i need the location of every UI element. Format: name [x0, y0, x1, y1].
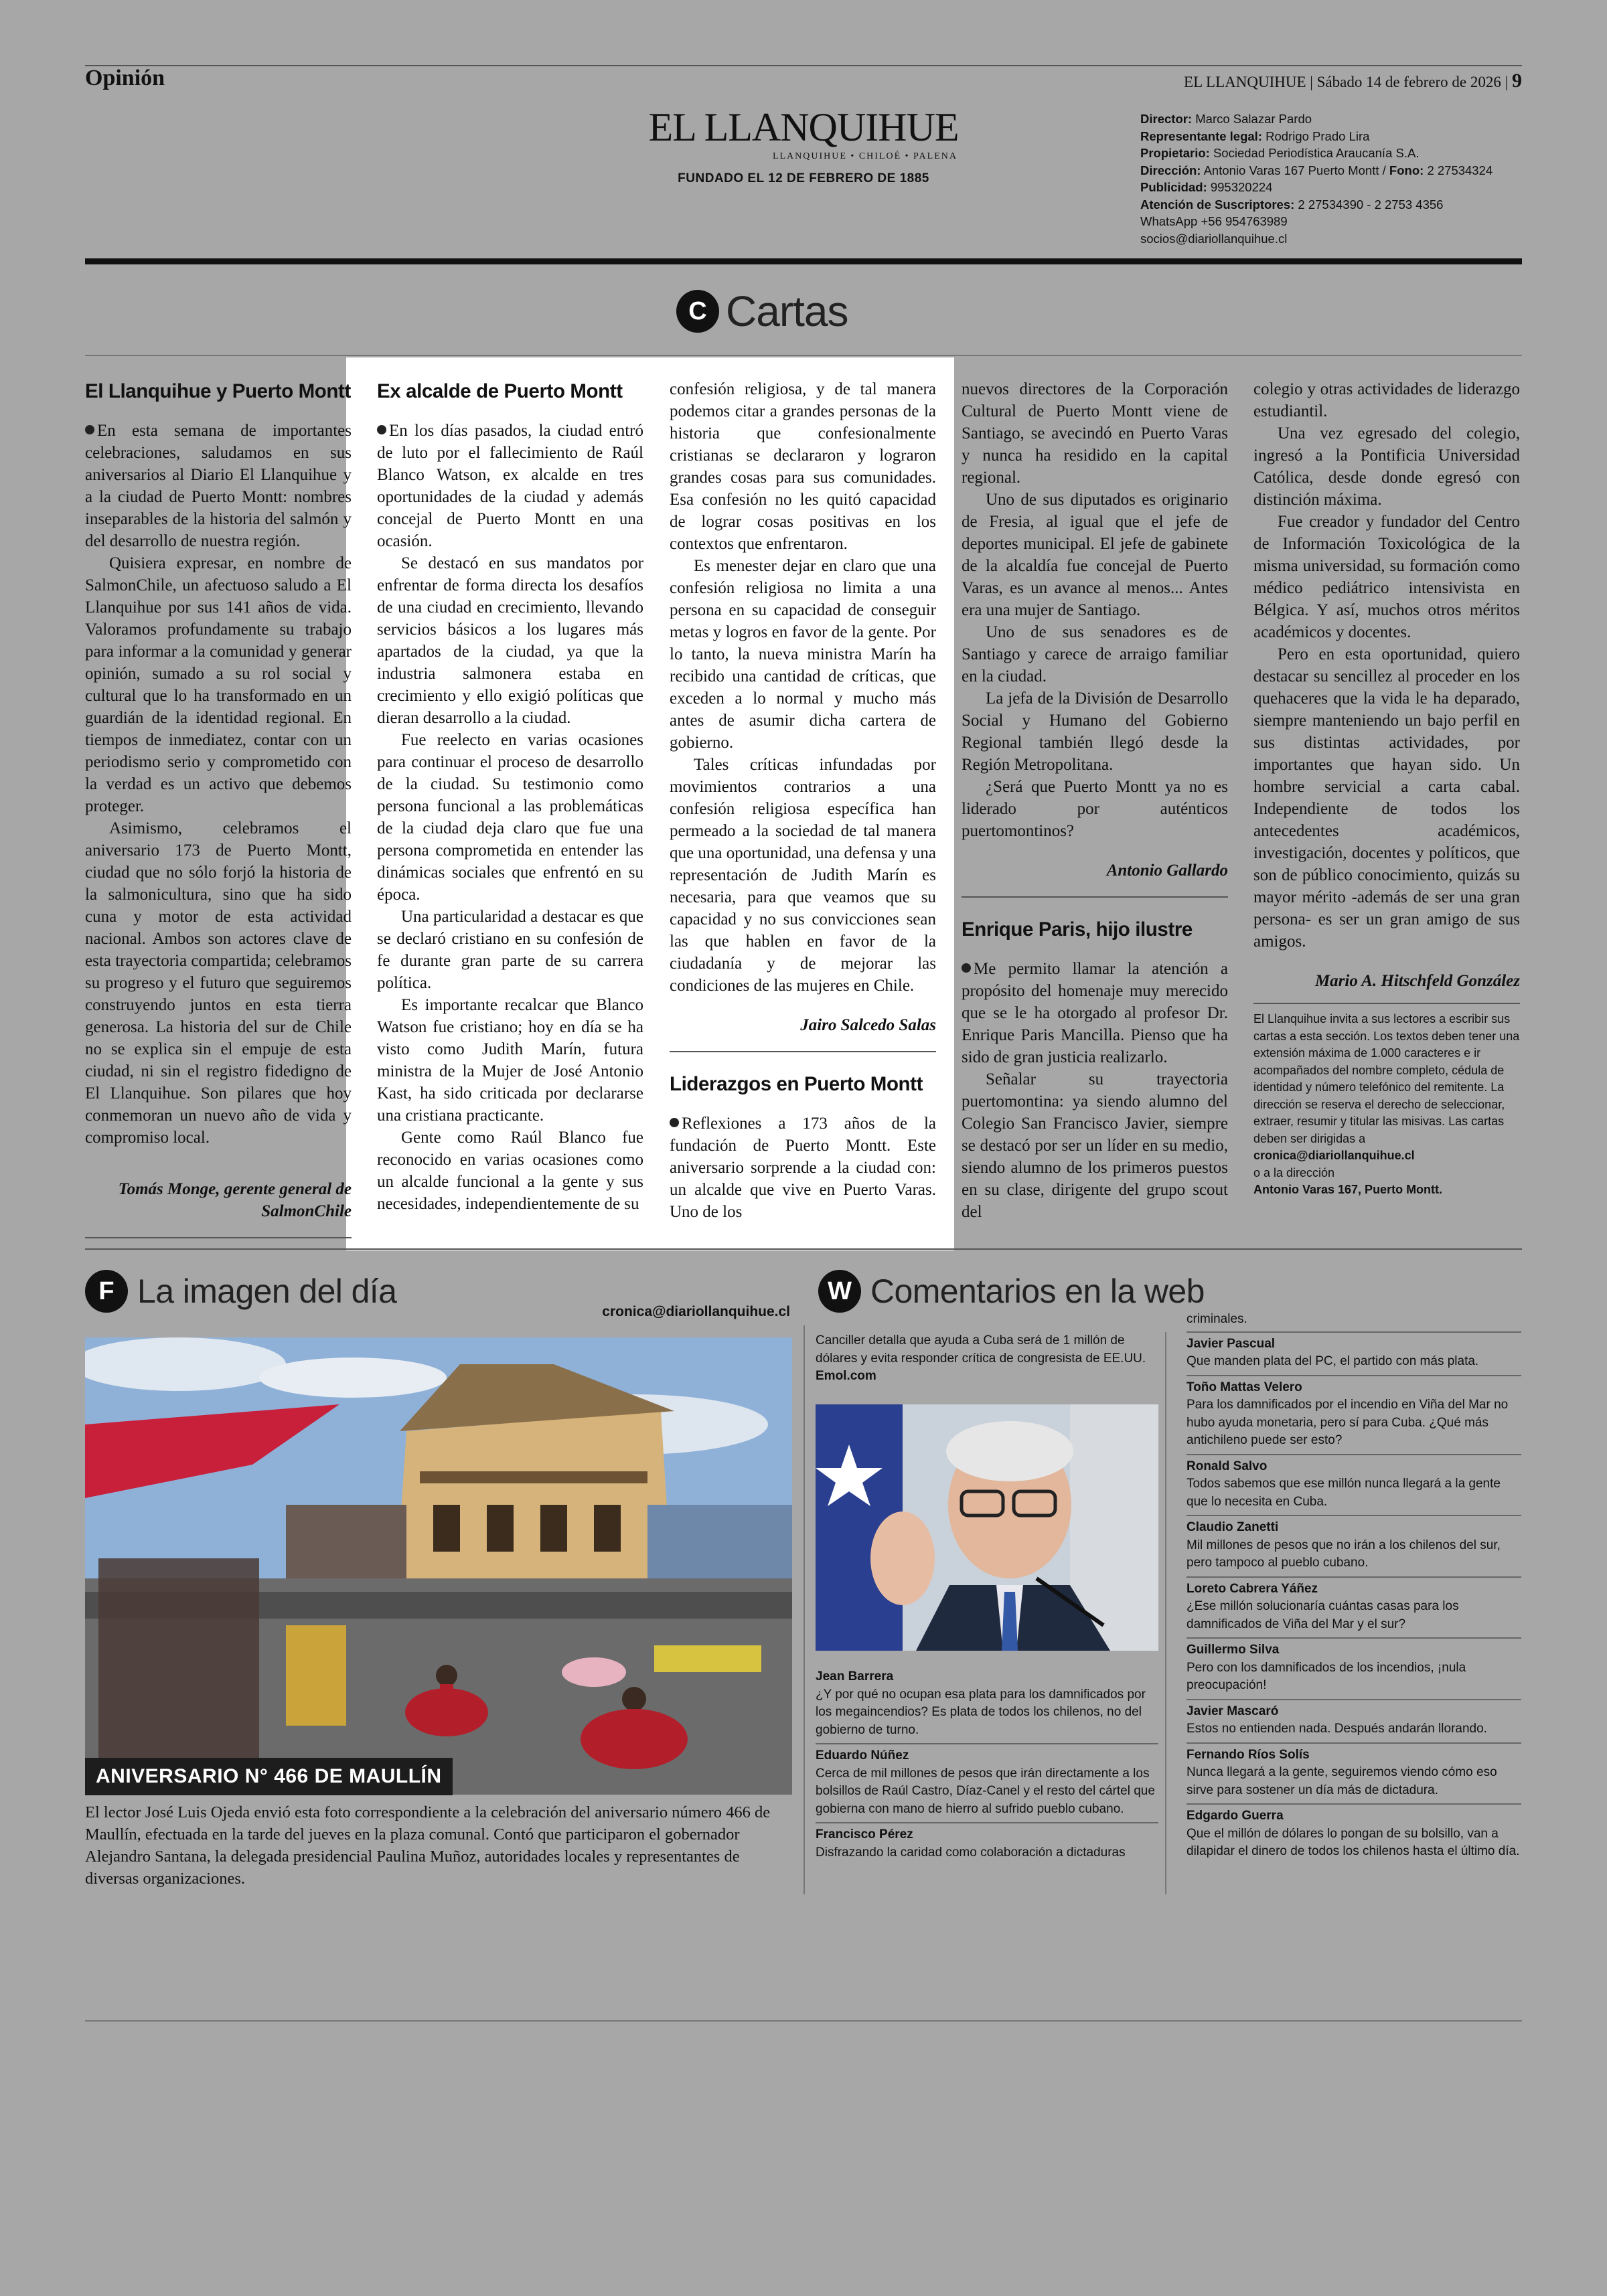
thick-rule	[85, 258, 1522, 264]
letter-signature: Antonio Gallardo	[1106, 862, 1228, 880]
letter-paragraph: Pero en esta oportunidad, quiero destacar su sencillez al proceder en los quehaceres que la vida le ha deparado, siempre manteniendo un bajo perfil en sus distintas actividades, por importantes que hayan sido. Un hombre servicial a carta cabal. Independiente de todos los antecedentes académicos, investigación, docentes y políticos, que son de público conocimiento, quizás su mayor mérito -además de ser una gran persona- es ser un gran amigo de sus amigos.	[1253, 645, 1520, 951]
comment-item	[816, 1665, 1158, 1743]
comment-author: Eduardo Núñez	[816, 1748, 909, 1762]
bullet-icon	[377, 425, 386, 434]
masthead-name: EL LLANQUIHUE	[648, 105, 959, 149]
comments-divider	[1165, 1332, 1166, 1894]
comment-continued: criminales.	[1187, 1311, 1521, 1333]
section-divider	[804, 1325, 805, 1894]
letter-heading: Enrique Paris, hijo ilustre	[962, 918, 1193, 940]
column-rule	[1253, 1003, 1520, 1004]
comment-text: Que el millón de dólares lo pongan de su bolsillo, van a dilapidar el dinero de todos los chilenos hasta el último día.	[1187, 1826, 1520, 1858]
comment-item	[1187, 1803, 1521, 1865]
letter-column-5	[1253, 378, 1520, 1199]
letter-paragraph: En esta semana de importantes celebraciones, saludamos en sus aniversarios al Diario El Llanquihue y a la ciudad de Puerto Montt: nombres inseparables de la historia del salmón y del desarrollo de nuestra región.	[85, 422, 352, 550]
directory-line: Propietario: Sociedad Periodística Araucanía S.A.	[1140, 146, 1420, 160]
letter-paragraph: Una particularidad a destacar es que se declaró cristiano en su confesión de fe durante gran parte de su carrera política.	[377, 908, 643, 992]
letter-paragraph: nuevos directores de la Corporación Cultural de Puerto Montt viene de Santiago, se avecindó en Puerto Varas y nunca ha residido en la capital regional.	[962, 380, 1228, 487]
imagen-section-head	[85, 1270, 396, 1313]
cartas-letter-icon: C	[676, 290, 719, 333]
web-comments-left	[816, 1665, 1158, 1866]
imagen-heading: La imagen del día	[137, 1273, 397, 1310]
comment-author: Claudio Zanetti	[1187, 1520, 1279, 1534]
cartas-rule	[85, 355, 1522, 356]
comment-text: ¿Ese millón solucionaría cuántas casas para los damnificados de Viña del Mar y el sur?	[1187, 1599, 1459, 1631]
letter-paragraph: Fue reelecto en varias ocasiones para continuar el proceso de desarrollo de la ciudad. Su testimonio como persona funcional a las problemáticas de la ciudad deja claro que fue una persona comprometida en entender las dinámicas sociales que enfrentó en su época.	[377, 731, 643, 904]
web-heading: Comentarios en la web	[870, 1273, 1205, 1310]
minister-photo-illustration	[816, 1404, 1158, 1651]
comment-item	[1187, 1637, 1521, 1699]
letter-paragraph: ¿Será que Puerto Montt ya no es liderado por auténticos puertomontinos?	[962, 778, 1228, 840]
comment-text: Estos no entienden nada. Después andarán llorando.	[1187, 1722, 1487, 1736]
comment-author: Jean Barrera	[816, 1669, 894, 1684]
comment-author: Ronald Salvo	[1187, 1459, 1268, 1473]
web-comments-right	[1187, 1311, 1521, 1865]
imagen-letter-icon: F	[85, 1270, 128, 1313]
comment-author: Javier Pascual	[1187, 1336, 1276, 1351]
comment-item	[816, 1822, 1158, 1866]
letter-column-2	[377, 378, 643, 1215]
directory-line: WhatsApp +56 954763989	[1140, 214, 1288, 228]
cartas-title	[676, 284, 848, 338]
directory-line: Atención de Suscriptores: 2 27534390 - 2 2753 4356	[1140, 197, 1444, 212]
comment-item	[1187, 1515, 1521, 1576]
comment-author: Fernando Ríos Solís	[1187, 1747, 1310, 1762]
staff-directory	[1140, 110, 1522, 247]
letter-paragraph: La jefa de la División de Desarrollo Social y Humano del Gobierno Regional también llegó desde la Región Metropolitana.	[962, 689, 1228, 774]
parade-photo-illustration	[85, 1337, 792, 1795]
comment-text: Que manden plata del PC, el partido con más plata.	[1187, 1354, 1479, 1368]
letter-column-3	[670, 378, 936, 1223]
comment-item	[1187, 1699, 1521, 1742]
letter-paragraph: Gente como Raúl Blanco fue reconocido en varias ocasiones como un alcalde funcional a la gente y sus necesidades, independientemente de su	[377, 1129, 643, 1213]
bullet-icon	[962, 963, 971, 973]
web-letter-icon: W	[818, 1270, 861, 1313]
letter-paragraph: Asimismo, celebramos el aniversario 173 de Puerto Montt, ciudad que no sólo forjó la historia de la salmonicultura, sino que ha sido cuna y motor de esta actividad nacional. Ambos son actores clave de esta trayectoria compartida; celebramos su progreso y el futuro que seguiremos construyendo juntos en esta tierra generosa. La historia del sur de Chile no se explica sin el empuje de esta ciudad, ni sin el registro fidedigno de El Llanquihue. Son pilares que hoy conmemoran un nuevo año de vida y compromiso local.	[85, 819, 352, 1147]
masthead	[603, 107, 1004, 186]
comment-text: Para los damnificados por el incendio en Viña del Mar no hubo ayuda monetaria, pero sí para Cuba. ¿Qué más antichileno puede ser esto?	[1187, 1398, 1509, 1447]
column-rule	[962, 896, 1228, 898]
column-rule	[670, 1051, 936, 1052]
letter-paragraph: Reflexiones a 173 años de la fundación de Puerto Montt. Este aniversario sorprende a la ciudad con: un alcalde que vive en Puerto Varas. Uno de los	[670, 1115, 936, 1221]
letter-paragraph: Tales críticas infundadas por movimientos contrarios a una confesión religiosa específica han permeado a la sociedad de tal manera que una oportunidad, una defensa y una representación de Judith Marín es necesaria, para que veamos que su capacidad y no sus convicciones sean las que hablen en favor de la ciudadanía y de mejorar las condiciones de las mujeres en Chile.	[670, 756, 936, 995]
letter-heading: Liderazgos en Puerto Montt	[670, 1073, 923, 1095]
comment-item	[1187, 1333, 1521, 1375]
letter-paragraph: Quisiera expresar, en nombre de SalmonChile, un afectuoso saludo a El Llanquihue por sus 141 años de vida. Valoramos profundamente su trabajo para informar a la comunidad y generar opinión, sumado a su rol social y cultural que lo ha transformado en un guardián de la identidad regional. En tiempos de inmediatez, contar con un periodismo serio y comprometido con la verdad es un activo que debemos proteger.	[85, 554, 352, 815]
comment-list	[1187, 1333, 1521, 1865]
web-lead-text: Canciller detalla que ayuda a Cuba será de 1 millón de dólares y evita responder crítica de congresista de EE.UU.	[816, 1333, 1146, 1366]
letter-column-1	[85, 378, 352, 1257]
folio	[1184, 70, 1522, 92]
submission-email[interactable]: cronica@diariollanquihue.cl	[1253, 1149, 1415, 1162]
letter-paragraph: En los días pasados, la ciudad entró de luto por el fallecimiento de Raúl Blanco Watson, ex alcalde en tres oportunidades de la ciudad y además concejal de Puerto Montt en una ocasión.	[377, 422, 643, 550]
submission-note: El Llanquihue invita a sus lectores a escribir sus cartas a esta sección. Los textos deben tener una extensión máxima de 1.000 caracteres e ir acompañados del nombre completo, cédula de identidad y número telefónico del remitente. La dirección se reserva el derecho de seleccionar, extraer, resumir y titular las misivas. Las cartas deben ser dirigidas a cronica@diariollanquihue.cl o a la dirección Antonio Varas 167, Puerto Montt.	[1253, 1011, 1520, 1199]
comment-text: Todos sabemos que ese millón nunca llegará a la gente que lo necesita en Cuba.	[1187, 1477, 1501, 1509]
comment-author: Toño Mattas Velero	[1187, 1380, 1302, 1394]
folio-date: | Sábado 14 de febrero de 2026 |	[1310, 74, 1509, 90]
comment-text: ¿Y por qué no ocupan esa plata para los damnificados por los megaincendios? Es plata de todos los chilenos, no del gobierno de turno.	[816, 1687, 1146, 1737]
letter-paragraph: Fue creador y fundador del Centro de Información Toxicológica de la misma universidad, su formación como médico pediátrico intensivista en Bélgica. Y así, muchos otros méritos académicos y docentes.	[1253, 513, 1520, 641]
letter-paragraph: Señalar su trayectoria puertomontina: ya siendo alumno del Colegio San Francisco Javier, siempre se destacó por ser un líder en su medio, siendo alumno de los primeros puestos en su clase, dirigente del grupo scout del	[962, 1070, 1228, 1221]
column-rule	[85, 1237, 352, 1238]
letter-paragraph: colegio y otras actividades de liderazgo estudiantil.	[1253, 380, 1520, 420]
comment-text: Mil millones de pesos que no irán a los chilenos del sur, pero tampoco al pueblo cubano.	[1187, 1538, 1501, 1570]
comment-author: Guillermo Silva	[1187, 1643, 1280, 1657]
header-rule	[85, 65, 1522, 66]
comment-author: Loreto Cabrera Yáñez	[1187, 1581, 1318, 1596]
directory-line: Representante legal: Rodrigo Prado Lira	[1140, 129, 1370, 143]
letter-paragraph: Uno de sus senadores es de Santiago y carece de arraigo familiar en la ciudad.	[962, 623, 1228, 685]
letter-signature: Jairo Salcedo Salas	[800, 1016, 936, 1034]
comment-text: Cerca de mil millones de pesos que irán directamente a los bolsillos de Raúl Castro, Díaz-Canel y el resto del cártel que gobierna con mano de hierro al sufrido pueblo cubano.	[816, 1766, 1155, 1816]
directory-line: Director: Marco Salazar Pardo	[1140, 112, 1312, 126]
letter-column-4	[962, 378, 1228, 1223]
comment-item	[816, 1743, 1158, 1822]
letter-paragraph: Una vez egresado del colegio, ingresó a la Pontificia Universidad Católica, desde donde egresó con distinción máxima.	[1253, 424, 1520, 509]
photo-caption: El lector José Luis Ojeda envió esta foto correspondiente a la celebración del aniversario número 466 de Maullín, efectuada en la tarde del jueves en la plaza comunal. Contó que participaron el gobernador Alejandro Santana, la delegada presidencial Paulina Muñoz, autoridades locales y representantes de diversas organizaciones.	[85, 1803, 771, 1888]
web-lead-source[interactable]: Emol.com	[816, 1369, 876, 1383]
letter-signature: Tomás Monge, gerente general de SalmonChile	[118, 1180, 352, 1220]
submission-address: Antonio Varas 167, Puerto Montt.	[1253, 1183, 1443, 1196]
submission-note-mid: o a la dirección	[1253, 1165, 1335, 1179]
cartas-heading: Cartas	[726, 287, 848, 335]
middle-rule	[85, 1248, 1522, 1250]
directory-line: Publicidad: 995320224	[1140, 180, 1273, 194]
bullet-icon	[85, 425, 94, 434]
letter-paragraph: Es menester dejar en claro que una confesión religiosa no limita a una persona en su capacidad de conseguir metas y logros en favor de la gente. Por lo tanto, la nueva ministra Marín ha recibido una cantidad de críticas, que exceden a lo normal y mucho más antes de asumir dicha cartera de gobierno.	[670, 557, 936, 752]
photo-caption-badge: ANIVERSARIO N° 466 DE MAULLÍN	[85, 1758, 453, 1795]
folio-paper: EL LLANQUIHUE	[1184, 74, 1306, 90]
letter-paragraph: Uno de sus diputados es originario de Fresia, al igual que el jefe de deportes municipal. El jefe de gabinete de la alcaldía fue concejal de Puerto Varas, es un avance al menos... Antes era una mujer de Santiago.	[962, 491, 1228, 619]
web-section-head	[818, 1270, 1205, 1313]
comment-author: Edgardo Guerra	[1187, 1809, 1284, 1823]
folio-page: 9	[1512, 70, 1522, 92]
comment-item	[1187, 1375, 1521, 1454]
comment-item	[1187, 1576, 1521, 1638]
comment-author: Javier Mascaró	[1187, 1704, 1279, 1718]
letter-heading: Ex alcalde de Puerto Montt	[377, 380, 623, 402]
letter-signature: Mario A. Hitschfeld González	[1314, 972, 1520, 990]
letter-paragraph: Me permito llamar la atención a propósito del homenaje muy merecido que se le ha otorgado al profesor Dr. Enrique Paris Mancilla. Pienso que ha sido de gran justicia realizarlo.	[962, 960, 1228, 1066]
web-article-photo	[816, 1404, 1158, 1651]
imagen-email[interactable]: cronica@diariollanquihue.cl	[602, 1304, 790, 1319]
section-label: Opinión	[85, 66, 165, 90]
letter-heading: El Llanquihue y Puerto Montt	[85, 380, 351, 402]
bullet-icon	[670, 1118, 679, 1127]
comment-item	[1187, 1742, 1521, 1804]
letter-paragraph: Es importante recalcar que Blanco Watson fue cristiano; hoy en día se ha visto como Judith Marín, futura ministra de la Mujer de José Antonio Kast, ha sido criticada por declararse una cristiana practicante.	[377, 996, 643, 1125]
comment-text: Disfrazando la caridad como colaboración a dictaduras	[816, 1845, 1126, 1860]
letter-paragraph: Se destacó en sus mandatos por enfrentar de forma directa los desafíos de una ciudad en crecimiento, llevando servicios básicos a los lugares más apartados de la ciudad, ya que la industria salmonera estaba en crecimiento y ello exigió políticas que dieran desarrollo a la ciudad.	[377, 554, 643, 727]
comment-text: Pero con los damnificados de los incendios, ¡nula preocupación!	[1187, 1660, 1466, 1692]
web-lead	[816, 1332, 1157, 1386]
directory-line: socios@diariollanquihue.cl	[1140, 231, 1288, 246]
masthead-sub: LLANQUIHUE • CHILOÉ • PALENA	[772, 151, 958, 161]
masthead-founded: FUNDADO EL 12 DE FEBRERO DE 1885	[678, 171, 929, 185]
directory-line: Dirección: Antonio Varas 167 Puerto Montt / Fono: 2 27534324	[1140, 163, 1493, 177]
comment-item	[1187, 1454, 1521, 1515]
photo-of-the-day	[85, 1337, 792, 1795]
comment-text: Nunca llegará a la gente, seguiremos viendo cómo eso sirve para sostener un día más de dictadura.	[1187, 1765, 1497, 1797]
comment-author: Francisco Pérez	[816, 1827, 913, 1841]
bottom-rule	[85, 2020, 1522, 2022]
letter-paragraph: confesión religiosa, y de tal manera podemos citar a grandes personas de la historia que confesionalmente cristianas se declararon y lograron grandes cosas para sus comunidades. Esa confesión no les quitó capacidad de lograr cosas positivas en los contextos que enfrentaron.	[670, 380, 936, 553]
